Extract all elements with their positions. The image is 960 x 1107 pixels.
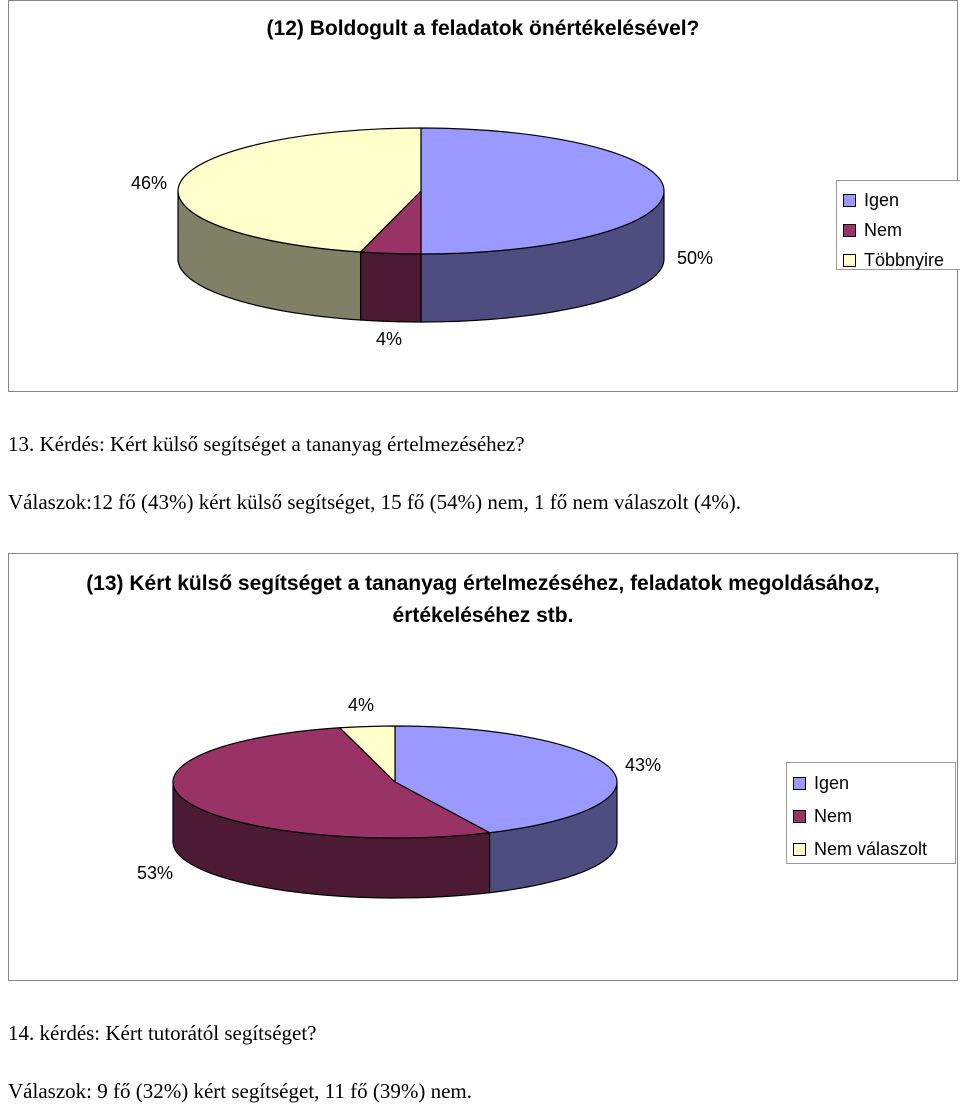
data-label-nem: 53% [136, 863, 174, 883]
data-label-igen: 50% [676, 248, 714, 268]
legend-label: Nem válaszolt [814, 839, 928, 859]
legend-swatch [793, 843, 806, 856]
legend-swatch [843, 194, 856, 207]
chart-title: (12) Boldogult a feladatok önértékelésével? [266, 17, 700, 40]
pie-chart-12 [9, 1, 959, 393]
question-13-heading: 13. Kérdés: Kért külső segítséget a tananyag értelmezéséhez? [8, 432, 525, 456]
legend-item-igen [843, 185, 953, 215]
question-13-answers: Válaszok:12 fő (43%) kért külső segítséget, 15 fő (54%) nem, 1 fő nem válaszolt (4%). [8, 490, 742, 514]
legend-item-igen [793, 767, 947, 800]
pie-side-nem [361, 252, 421, 322]
legend-label: Nem [864, 219, 903, 240]
legend-label: Igen [864, 189, 900, 210]
chart-title: (13) Kért külső segítséget a tananyag értelmezéséhez, feladatok megoldásához, értékeléséhez stb. [86, 572, 880, 627]
legend-swatch [843, 224, 856, 237]
legend-item-nem-valaszolt [793, 833, 947, 866]
data-label-igen: 43% [624, 755, 662, 775]
legend-item-nem [843, 215, 953, 245]
chart-13 [8, 553, 958, 981]
question-14-heading: 14. kérdés: Kért tutorától segítséget? [8, 1021, 317, 1045]
data-label-nem: 4% [375, 329, 403, 349]
data-label-nem-valaszolt: 4% [347, 695, 375, 715]
legend [836, 180, 960, 270]
legend [786, 762, 956, 864]
data-label-tobbnyire: 46% [130, 173, 168, 193]
legend-label: Igen [814, 773, 850, 793]
legend-item-tobbnyire [843, 245, 953, 275]
legend-swatch [793, 777, 806, 790]
legend-swatch [843, 254, 856, 267]
chart-12 [8, 0, 958, 392]
legend-label: Többnyire [864, 249, 945, 270]
legend-item-nem [793, 800, 947, 833]
legend-label: Nem [814, 806, 853, 826]
legend-swatch [793, 810, 806, 823]
question-14-answers: Válaszok: 9 fő (32%) kért segítséget, 11 fő (39%) nem. [8, 1079, 472, 1103]
